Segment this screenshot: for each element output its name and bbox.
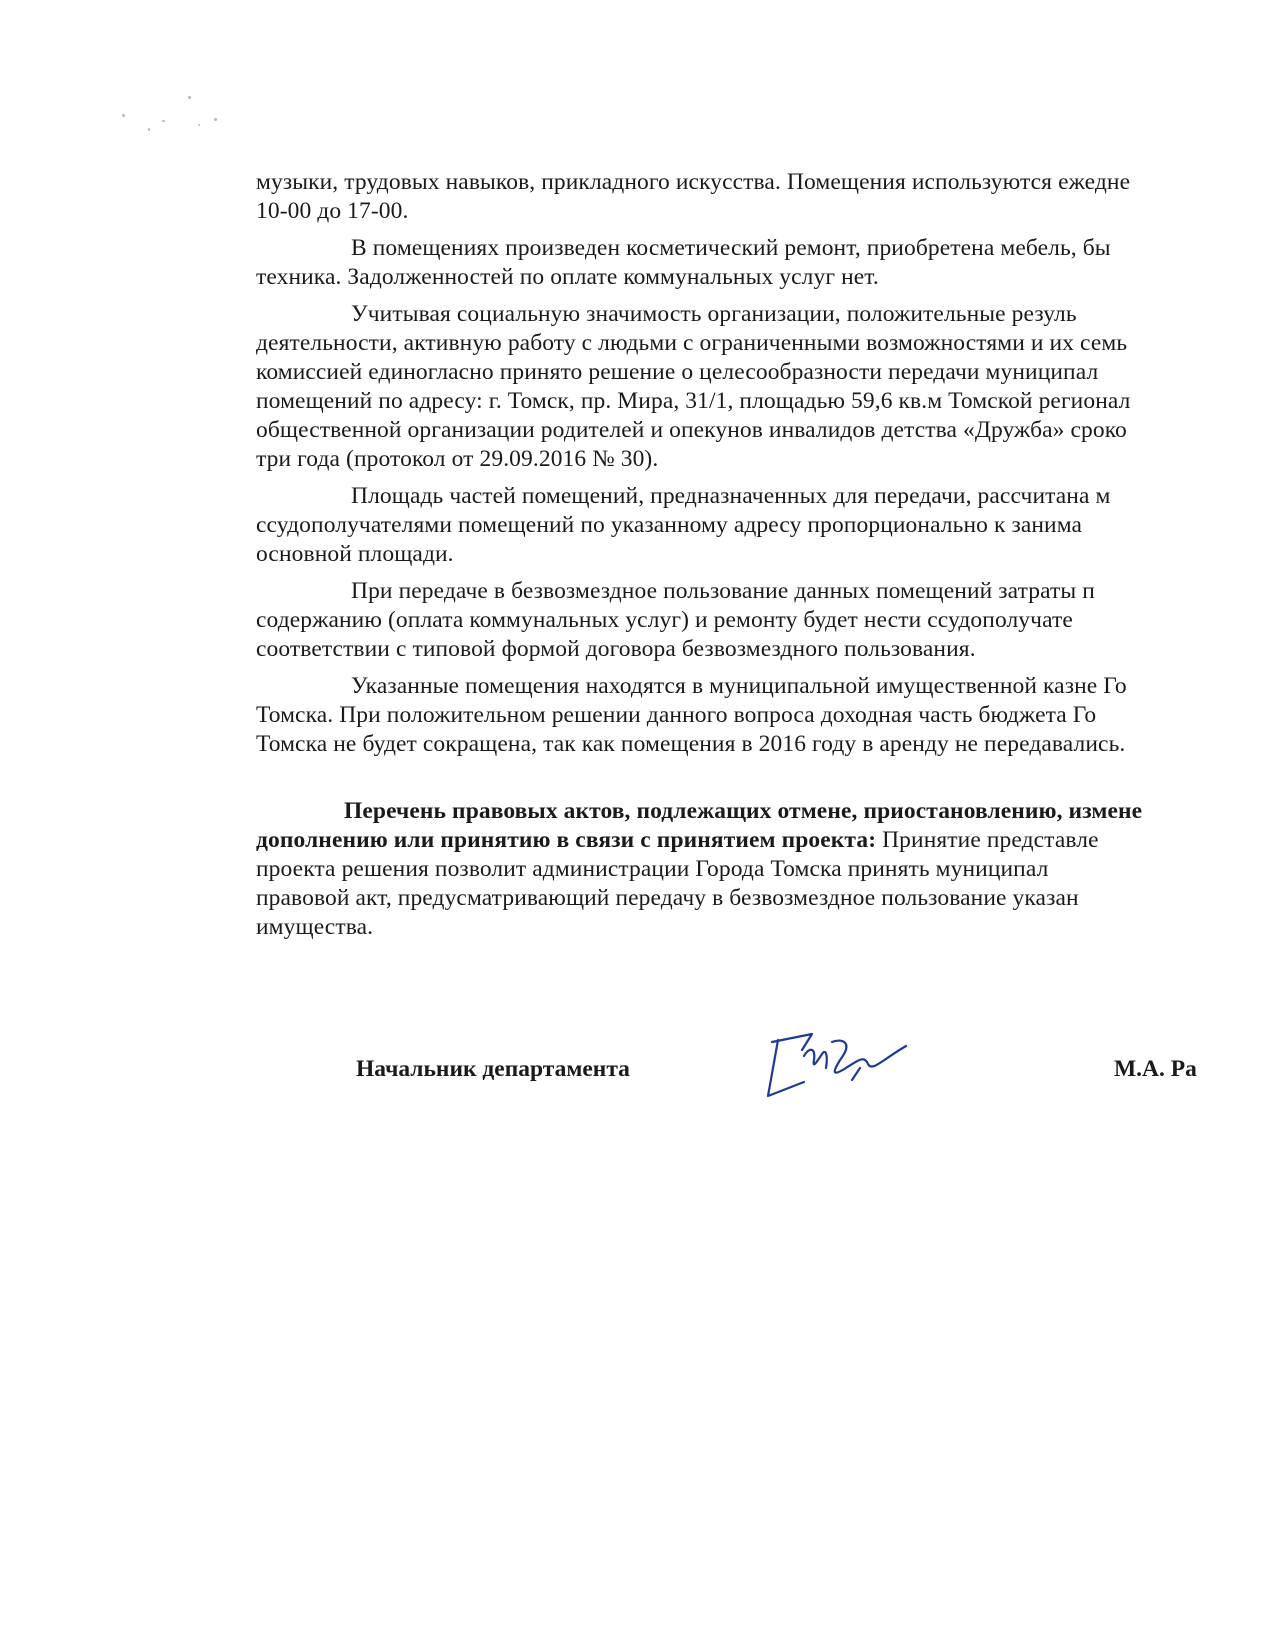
position-title: Начальник департамента: [356, 1056, 630, 1082]
paragraph-4: [256, 482, 1275, 569]
text-line: деятельности, активную работу с людьми с ограниченными возможностями и их семь: [256, 330, 1128, 356]
text-line: ссудополучателями помещений по указанному адресу пропорционально к занима: [256, 512, 1083, 538]
text-line: Площадь частей помещений, предназначенных для передачи, рассчитана м: [351, 483, 1111, 509]
text-line: В помещениях произведен косметический ремонт, приобретена мебель, бы: [351, 235, 1111, 261]
text-line: основной площади.: [256, 541, 454, 567]
text-line: помещений по адресу: г. Томск, пр. Мира, 31/1, площадью 59,6 кв.м Томской регионал: [256, 388, 1131, 414]
legal-acts-heading: Перечень правовых актов, подлежащих отмене, приостановлению, измене: [344, 798, 1143, 824]
paragraph-7: [256, 797, 1275, 942]
text-line: При передаче в безвозмездное пользование данных помещений затраты п: [351, 578, 1095, 604]
paragraph-3: [256, 300, 1275, 474]
text-line: техника. Задолженностей по оплате коммунальных услуг нет.: [256, 264, 879, 290]
signer-name: М.А. Ра: [1114, 1056, 1197, 1082]
legal-acts-heading-cont: дополнению или принятию в связи с принятием проекта:: [256, 827, 877, 853]
text-line: Учитывая социальную значимость организации, положительные резуль: [351, 301, 1077, 327]
text-line: соответствии с типовой формой договора безвозмездного пользования.: [256, 636, 976, 662]
text-line: правовой акт, предусматривающий передачу в безвозмездное пользование указан: [256, 885, 1079, 911]
signature-block: [0, 1048, 1275, 1108]
scan-noise: [118, 94, 228, 144]
text-line: Указанные помещения находятся в муниципальной имущественной казне Го: [351, 673, 1127, 699]
paragraph-6: [256, 672, 1275, 759]
text-line: Томска. При положительном решении данного вопроса доходная часть бюджета Го: [256, 702, 1097, 728]
text-line: три года (протокол от 29.09.2016 № 30).: [256, 446, 659, 472]
text-line: [256, 826, 1275, 855]
text-line: Томска не будет сокращена, так как помещения в 2016 году в аренду не передавались.: [256, 731, 1126, 757]
paragraph-1: [256, 168, 1275, 226]
text-line: содержанию (оплата коммунальных услуг) и ремонту будет нести ссудополучате: [256, 607, 1073, 633]
document-body: [256, 168, 1275, 942]
text-line: 10-00 до 17-00.: [256, 198, 409, 224]
handwritten-signature: [756, 1020, 926, 1110]
text-line: комиссией единогласно принято решение о целесообразности передачи муниципал: [256, 359, 1099, 385]
text-line: проекта решения позволит администрации Города Томска принять муниципал: [256, 856, 1049, 882]
paragraph-5: [256, 577, 1275, 664]
text-line: музыки, трудовых навыков, прикладного искусства. Помещения используются ежедне: [256, 169, 1131, 195]
legal-acts-text: Принятие представле: [876, 827, 1099, 853]
text-line: имущества.: [256, 914, 374, 940]
text-line: общественной организации родителей и опекунов инвалидов детства «Дружба» сроко: [256, 417, 1127, 443]
paragraph-2: [256, 234, 1275, 292]
